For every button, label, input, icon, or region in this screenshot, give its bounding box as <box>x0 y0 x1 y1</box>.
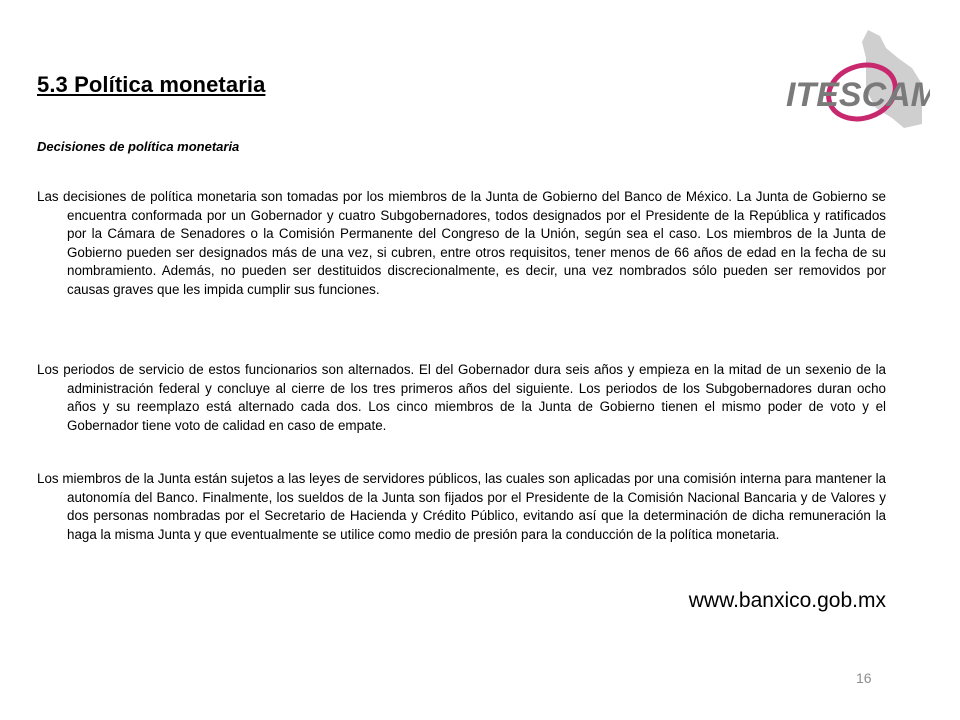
logo-lettering: ITESCAM <box>786 76 930 114</box>
paragraph-1: Las decisiones de política monetaria son tomadas por los miembros de la Junta de Gobierno del Banco de México. La Junta de Gobierno se encuentra conformada por un Gobernador y cuatro Subgobernadores, todos designados por el Presidente de la República y ratificados por la Cámara de Senadores o la Comisión Permanente del Congreso de la Unión, según sea el caso. Los miembros de la Junta de Gobierno pueden ser designados más de una vez, si cubren, entre otros requisitos, tener menos de 66 años de edad en la fecha de su nombramiento. Además, no pueden ser destituidos discrecionalmente, es decir, una vez nombrados sólo pueden ser removidos por causas graves que les impida cumplir sus funciones. <box>37 189 886 297</box>
page-title: 5.3 Política monetaria <box>37 72 266 97</box>
paragraph-2: Los periodos de servicio de estos funcionarios son alternados. El del Gobernador dura seis años y empieza en la mitad de un sexenio de la administración federal y concluye al cierre de los tres primeros años del siguiente. Los periodos de los Subgobernadores duran ocho años y su reemplazo está alternado cada dos. Los cinco miembros de la Junta de Gobierno tienen el mismo poder de voto y el Gobernador tiene voto de calidad en caso de empate. <box>37 362 886 433</box>
itescam-logo <box>780 28 930 138</box>
source-url: www.banxico.gob.mx <box>688 589 886 612</box>
paragraph-3: Los miembros de la Junta están sujetos a las leyes de servidores públicos, las cuales son aplicadas por una comisión interna para mantener la autonomía del Banco. Finalmente, los sueldos de la Junta son fijados por el Presidente de la Comisión Nacional Bancaria y de Valores y dos personas nombradas por el Secretario de Hacienda y Crédito Público, evitando así que la determinación de dicha remuneración la haga la misma Junta y que eventualmente se utilice como medio de presión para la conducción de la política monetaria. <box>37 471 886 542</box>
itescam-logo-icon <box>780 28 930 138</box>
page-number: 16 <box>856 670 872 686</box>
section-subtitle: Decisiones de política monetaria <box>37 139 240 154</box>
